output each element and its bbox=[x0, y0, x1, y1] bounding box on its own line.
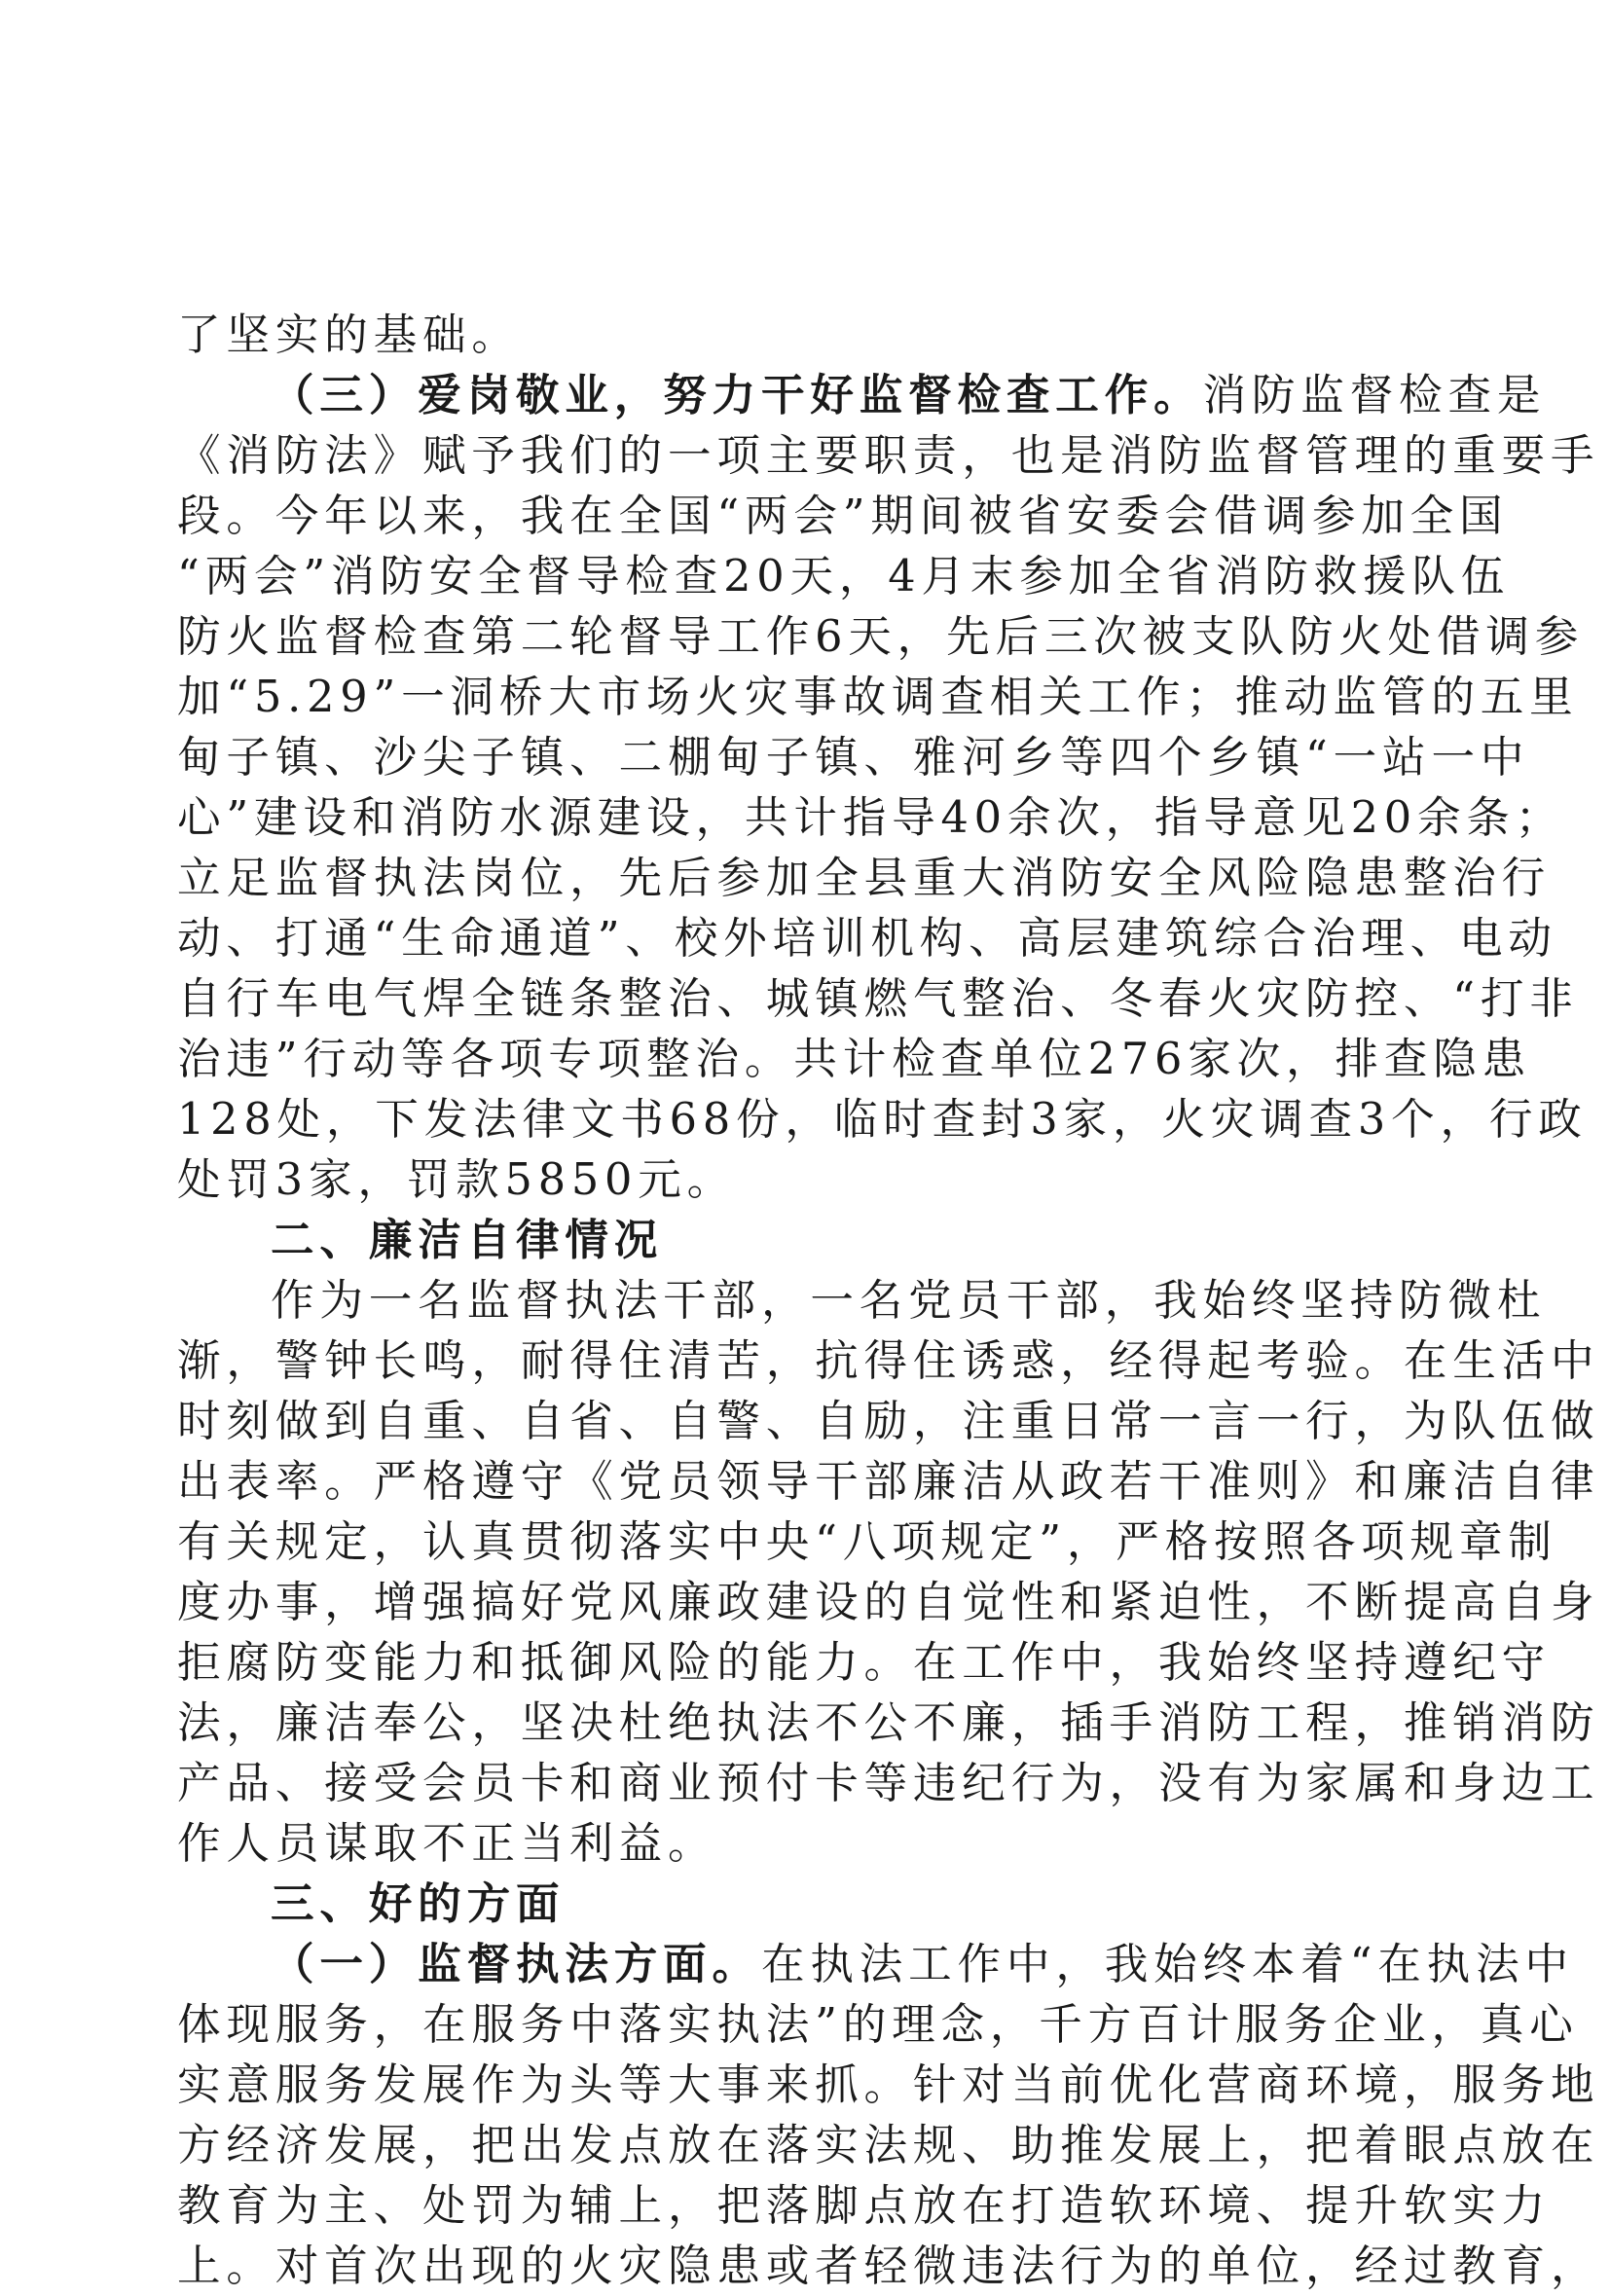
text-line: “两会”消防安全督导检查20天，4月末参加全省消防救援队伍 bbox=[177, 551, 1511, 601]
text-line: 加“5.29”一洞桥大市场火灾事故调查相关工作；推动监管的五里 bbox=[177, 672, 1579, 722]
text-line: 了坚实的基础。 bbox=[177, 310, 521, 360]
text-line: 自行车电气焊全链条整治、城镇燃气整治、冬春火灾防控、“打非 bbox=[177, 973, 1579, 1024]
section-heading: 二、廉洁自律情况 bbox=[271, 1215, 664, 1265]
section-heading: （一）监督执法方面。 bbox=[271, 1939, 761, 1989]
section-heading: 三、好的方面 bbox=[271, 1878, 566, 1929]
text-line: 上。对首次出现的火灾隐患或者轻微违法行为的单位，经过教育， bbox=[177, 2241, 1600, 2291]
text-line: 心”建设和消防水源建设，共计指导40余次，指导意见20余条； bbox=[177, 792, 1565, 843]
text-line: 法，廉洁奉公，坚决杜绝执法不公不廉，插手消防工程，推销消防 bbox=[177, 1697, 1600, 1748]
text-line: 度办事，增强搞好党风廉政建设的自觉性和紧迫性，不断提高自身 bbox=[177, 1577, 1600, 1627]
text-line: 作为一名监督执法干部，一名党员干部，我始终坚持防微杜 bbox=[271, 1275, 1547, 1326]
text-line: 128处，下发法律文书68份，临时查封3家，火灾调查3个，行政 bbox=[177, 1094, 1588, 1145]
text-line: 动、打通“生命通道”、校外培训机构、高层建筑综合治理、电动 bbox=[177, 913, 1557, 964]
text-line: 《消防法》赋予我们的一项主要职责，也是消防监督管理的重要手 bbox=[177, 430, 1600, 481]
text-line: 渐，警钟长鸣，耐得住清苦，抗得住诱惑，经得起考验。在生活中 bbox=[177, 1335, 1600, 1386]
text-line: 方经济发展，把出发点放在落实法规、助推发展上，把着眼点放在 bbox=[177, 2120, 1600, 2170]
document-body bbox=[177, 305, 1600, 2296]
heading-line bbox=[177, 365, 1547, 425]
text-line: 拒腐防变能力和抵御风险的能力。在工作中，我始终坚持遵纪守 bbox=[177, 1637, 1552, 1688]
text-line: 出表率。严格遵守《党员领导干部廉洁从政若干准则》和廉洁自律 bbox=[177, 1456, 1600, 1507]
text-line: 体现服务，在服务中落实执法”的理念，千方百计服务企业，真心 bbox=[177, 1999, 1579, 2050]
text-line: 防火监督检查第二轮督导工作6天，先后三次被支队防火处借调参 bbox=[177, 611, 1585, 662]
section-heading: （三）爱岗敬业，努力干好监督检查工作。 bbox=[271, 370, 1203, 420]
text-span: 消防监督检查是 bbox=[1202, 370, 1547, 420]
text-line: 有关规定，认真贯彻落实中央“八项规定”，严格按照各项规章制 bbox=[177, 1516, 1557, 1567]
text-span: 在执法工作中，我始终本着“在执法中 bbox=[760, 1939, 1574, 1989]
text-line: 时刻做到自重、自省、自警、自励，注重日常一言一行，为队伍做 bbox=[177, 1396, 1600, 1446]
text-line: 实意服务发展作为头等大事来抓。针对当前优化营商环境，服务地 bbox=[177, 2059, 1600, 2110]
heading-line bbox=[177, 1934, 1574, 1994]
text-line: 作人员谋取不正当利益。 bbox=[177, 1818, 717, 1869]
text-line: 甸子镇、沙尖子镇、二棚甸子镇、雅河乡等四个乡镇“一站一中 bbox=[177, 732, 1530, 783]
text-line: 教育为主、处罚为辅上，把落脚点放在打造软环境、提升软实力 bbox=[177, 2180, 1552, 2231]
text-line: 立足监督执法岗位，先后参加全县重大消防安全风险隐患整治行 bbox=[177, 853, 1552, 903]
text-line: 产品、接受会员卡和商业预付卡等违纪行为，没有为家属和身边工 bbox=[177, 1758, 1600, 1808]
text-line: 治违”行动等各项专项整治。共计检查单位276家次，排查隐患 bbox=[177, 1034, 1531, 1084]
text-line: 段。今年以来，我在全国“两会”期间被省安委会借调参加全国 bbox=[177, 491, 1509, 541]
text-line: 处罚3家，罚款5850元。 bbox=[177, 1154, 737, 1205]
